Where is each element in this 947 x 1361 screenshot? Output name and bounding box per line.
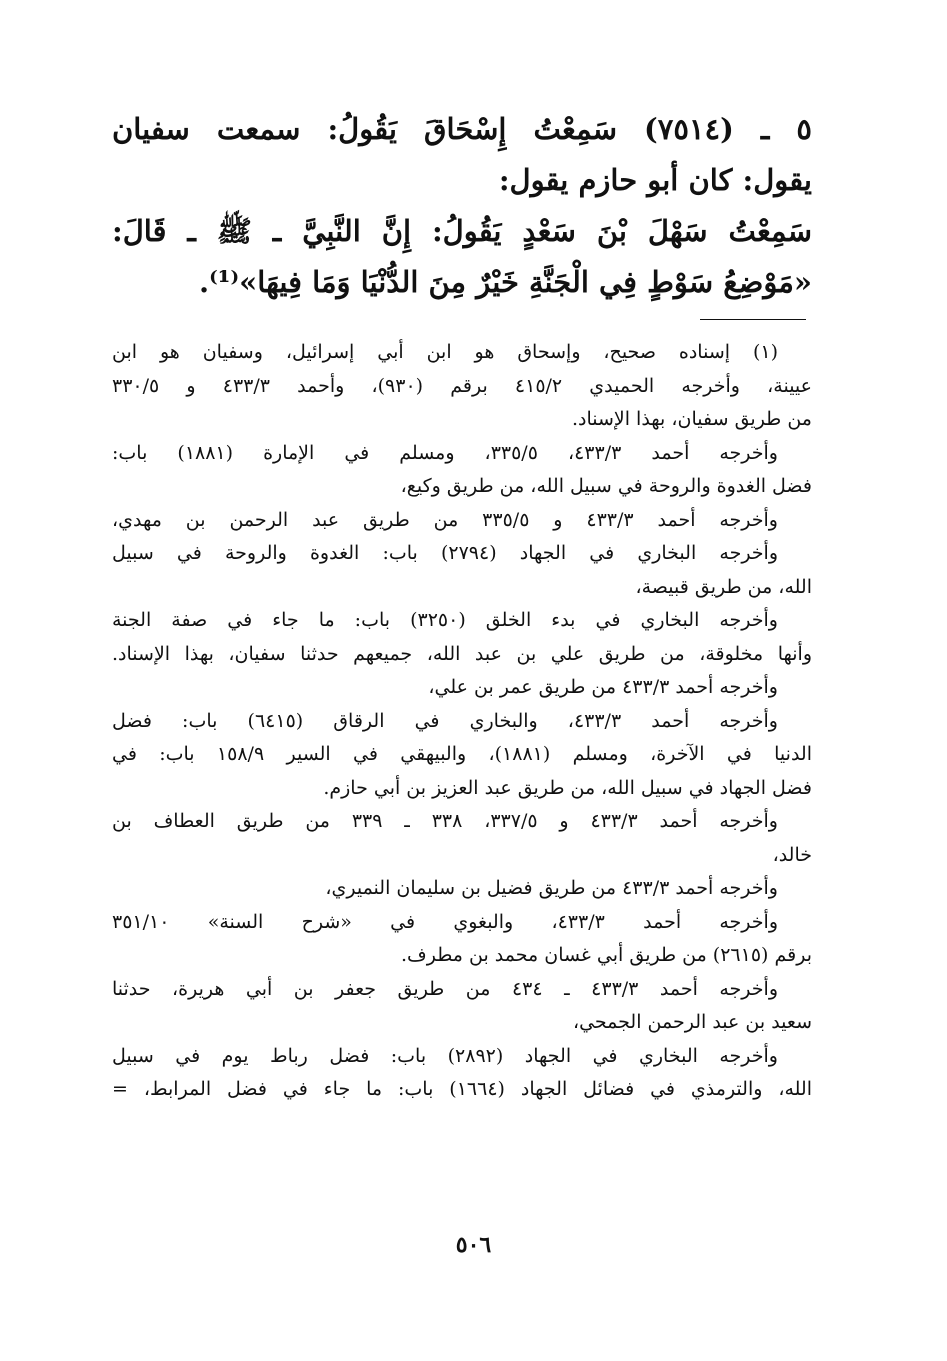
page-number: ٥٠٦ [455,1232,492,1258]
hadith-line-1: ٥ ـ (٧٥١٤) سَمِعْتُ إِسْحَاقَ يَقُولُ: سمعت سفيان [112,112,812,146]
footnote-line: من طريق سفيان، بهذا الإسناد. [571,408,812,430]
footnote-line: وأخرجه أحمد ٤٣٣/٣، ٣٣٥/٥، ومسلم في الإمارة (١٨٨١) باب: [112,441,778,464]
footnote-line: سعيد بن عبد الرحمن الجمحي، [572,1011,812,1033]
footnote-line: وأخرجه البخاري في الجهاد (٢٨٩٢) باب: فضل رباط يوم في سبيل [112,1044,778,1067]
footnote-line: وأخرجه أحمد ٤٣٣/٣ و ٣٣٥/٥ من طريق عبد الرحمن بن مهدي، [112,508,778,531]
footnote-line: عيينة، وأخرجه الحميدي ٤١٥/٢ برقم (٩٣٠)، وأحمد ٤٣٣/٣ و ٣٣٠/٥ [112,374,813,397]
hadith-line-2: يقول: كان أبو حازم يقول: [498,163,812,197]
footnote-line: وأخرجه أحمد ٤٣٣/٣ ـ ٤٣٤ من طريق جعفر بن أبي هريرة، حدثنا [112,977,778,1000]
footnote-line: وأخرجه أحمد ٤٣٣/٣ من طريق فضيل بن سليمان النميري، [325,877,778,899]
footnote-separator [700,319,806,320]
footnote-line: الله، من طريق قبيصة، [635,575,812,598]
footnotes [112,336,812,1107]
hadith-text [112,104,812,308]
footnote-line: وأخرجه أحمد ٤٣٣/٣ من طريق عمر بن علي، [428,676,778,698]
footnote-line: وأخرجه أحمد ٤٣٣/٣ و ٣٣٧/٥، ٣٣٨ ـ ٣٣٩ من طريق العطاف بن [112,810,778,832]
footnote-line: برقم (٢٦١٥) من طريق أبي غسان محمد بن مطرف. [400,944,812,966]
footnote-line: وأخرجه أحمد ٤٣٣/٣، والبغوي في «شرح السنة» ٣٥١/١٠ [112,910,778,933]
footnote-line: خالد، [772,843,812,866]
footnote-line: وأخرجه أحمد ٤٣٣/٣، والبخاري في الرقاق (٦٤١٥) باب: فضل [112,709,778,732]
footnote-line: الله، والترمذي في فضائل الجهاد (١٦٦٤) باب: ما جاء في فضل المرابط، = [112,1078,813,1100]
footnote-line: وأنها مخلوقة، من طريق علي بن عبد الله، جميعهم حدثنا سفيان، بهذا الإسناد. [112,642,812,665]
hadith-line-4: «مَوْضِعُ سَوْطٍ فِي الْجَنَّةِ خَيْرٌ مِنَ الدُّنْيَا وَمَا فِيهَا»⁽¹⁾. [199,265,812,299]
footnote-line: فضل الجهاد في سبيل الله، من طريق عبد العزيز بن أبي حازم. [323,776,812,799]
footnote-line: فضل الغدوة والروحة في سبيل الله، من طريق وكيع، [400,475,812,497]
footnote-line: الدنيا في الآخرة، ومسلم (١٨٨١)، والبيهقي في السير ١٥٨/٩ باب: في [112,743,812,765]
footnote-line: وأخرجه البخاري في الجهاد (٢٧٩٤) باب: الغدوة والروحة في سبيل [112,542,778,564]
footnote-line: وأخرجه البخاري في بدء الخلق (٣٢٥٠) باب: ما جاء في صفة الجنة [112,609,778,631]
hadith-line-3: سَمِعْتُ سَهْلَ بْنَ سَعْدٍ يَقُولُ: إِنَّ النَّبِيَّ ـ ﷺ ـ قَالَ: [112,214,812,248]
footnote-line: (١) إسناده صحيح، وإسحاق هو ابن أبي إسرائيل، وسفيان هو ابن [112,341,778,363]
